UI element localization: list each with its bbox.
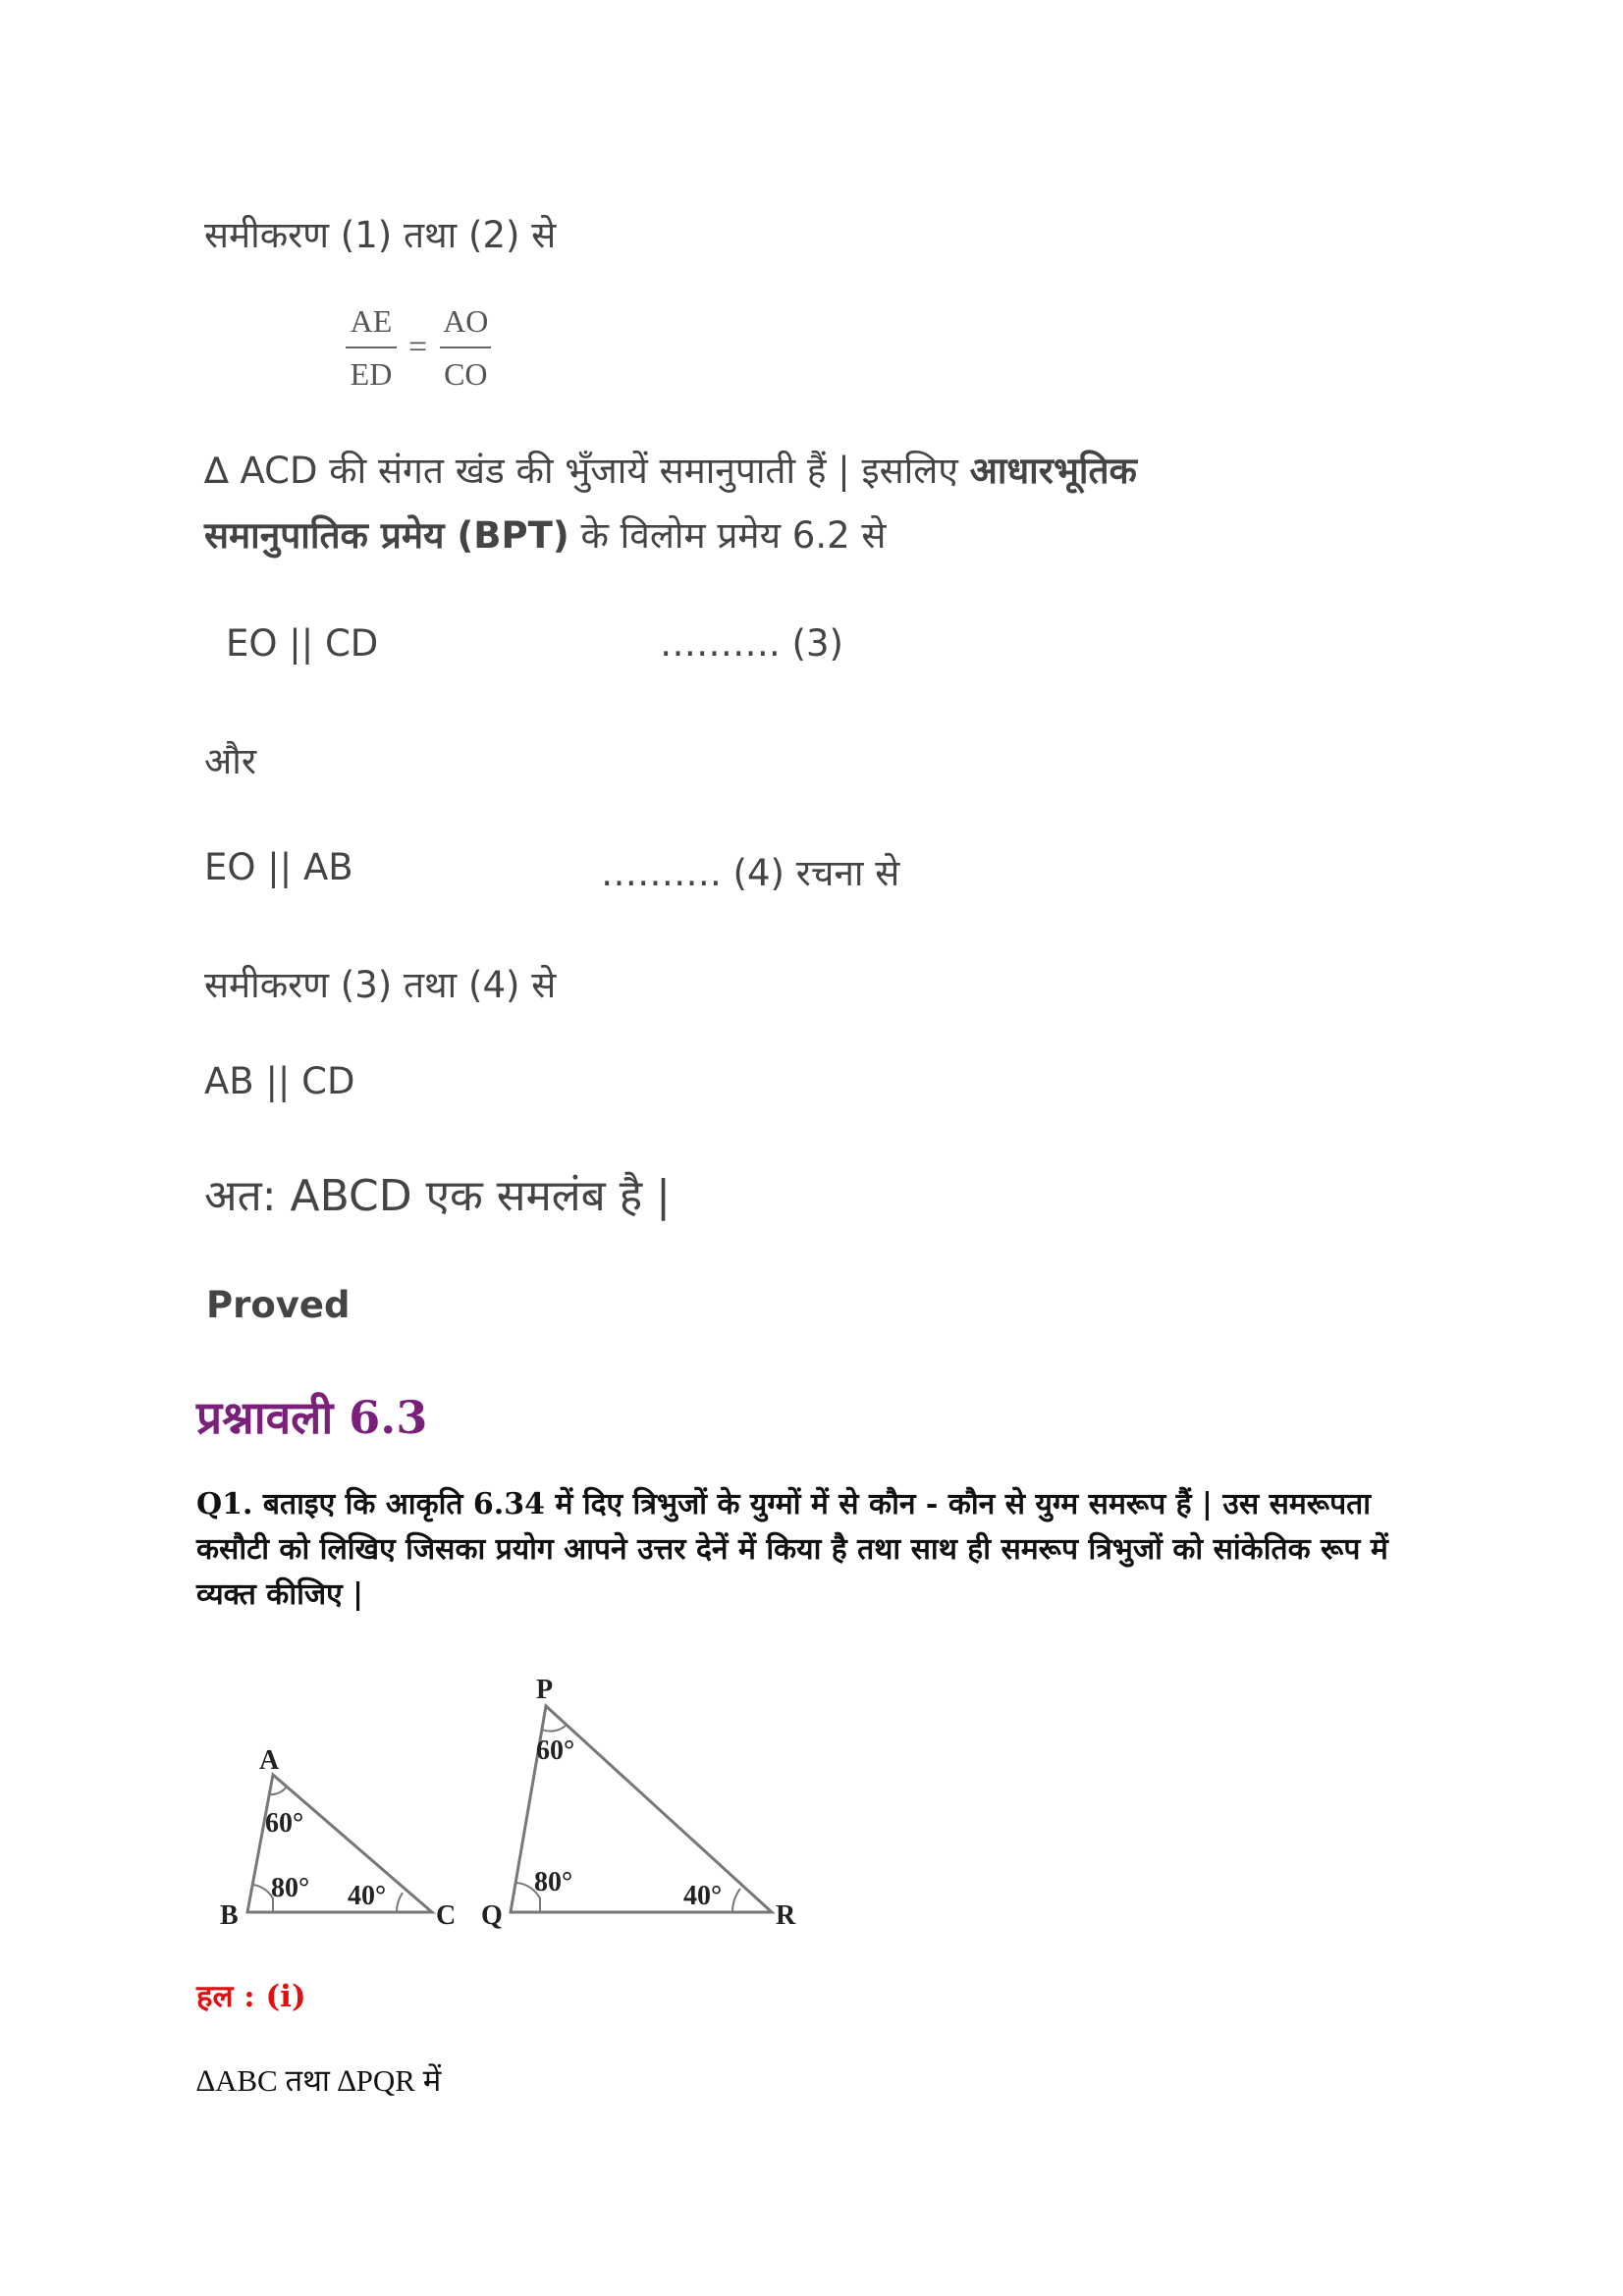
- parallel-statement: AB || CD: [204, 1060, 355, 1102]
- eq3-right: ………. (3): [660, 622, 843, 665]
- angle-label-r: 40°: [683, 1881, 723, 1911]
- denominator-co: CO: [444, 356, 488, 392]
- angle-arc-p: [542, 1726, 566, 1732]
- fraction-equation: [346, 299, 492, 396]
- eq3-left: EO || CD: [226, 622, 379, 665]
- vertex-label-q: Q: [481, 1900, 503, 1931]
- paragraph-text: ∆ ACD की संगत खंड की भुँजायें समानुपाती हैं | इसलिए: [204, 450, 970, 492]
- angle-label-b: 80°: [271, 1873, 310, 1903]
- proved-label: Proved: [206, 1284, 351, 1326]
- angle-label-c: 40°: [348, 1881, 387, 1911]
- equation-reference-line-2: समीकरण (3) तथा (4) से: [204, 964, 557, 1006]
- paragraph-bpt-line-b: [204, 508, 886, 559]
- angle-arc-c: [397, 1893, 403, 1912]
- vertex-label-b: B: [220, 1900, 239, 1931]
- paragraph-text: के विलोम प्रमेय 6.2 से: [568, 514, 887, 557]
- question-q1: Q1. बताइए कि आकृति 6.34 में दिए त्रिभुजों के युग्मों में से कौन - कौन से युग्म समरूप हैं | उस समरूपता कसौटी को लिखिए जिसका प्रयोग आपने उत्तर देनें में किया है तथा साथ ही समरूप त्रिभुजों को सांकेतिक रूप में व्यक्त कीजिए |: [196, 1487, 1388, 1612]
- equation-reference-line-1: समीकरण (1) तथा (2) से: [204, 214, 557, 256]
- denominator-ed: ED: [350, 356, 393, 392]
- fraction-right: [439, 299, 492, 396]
- bpt-theorem-name: समानुपातिक प्रमेय (BPT): [204, 514, 569, 557]
- vertex-label-c: C: [436, 1900, 457, 1931]
- exercise-heading: प्रश्नावली 6.3: [196, 1391, 428, 1444]
- conclusion-line: अत: ABCD एक समलंब है |: [204, 1171, 671, 1221]
- paragraph-bold-term: आधारभूतिक: [969, 450, 1137, 492]
- angle-arc-r: [732, 1889, 740, 1912]
- angle-arc-b: [253, 1885, 273, 1912]
- angle-label-a: 60°: [265, 1808, 304, 1839]
- numerator-ao: AO: [443, 303, 489, 339]
- solution-label: हल : (i): [196, 1979, 306, 2014]
- eq4-right: ………. (4) रचना से: [601, 852, 900, 894]
- vertex-label-a: A: [259, 1745, 280, 1776]
- triangles-figure: [196, 1669, 825, 1944]
- equals-sign: =: [408, 329, 428, 365]
- angle-label-q: 80°: [534, 1867, 573, 1897]
- solution-first-line: ∆ABC तथा ∆PQR में: [196, 2063, 442, 2098]
- angle-label-p: 60°: [536, 1735, 575, 1766]
- eq4-left: EO || AB: [204, 846, 353, 888]
- conjunction-and: और: [204, 740, 256, 782]
- vertex-label-p: P: [536, 1675, 554, 1705]
- vertex-label-r: R: [776, 1900, 796, 1931]
- numerator-ae: AE: [350, 303, 393, 339]
- fraction-left: [346, 299, 397, 396]
- paragraph-bpt-line-a: [204, 444, 1137, 494]
